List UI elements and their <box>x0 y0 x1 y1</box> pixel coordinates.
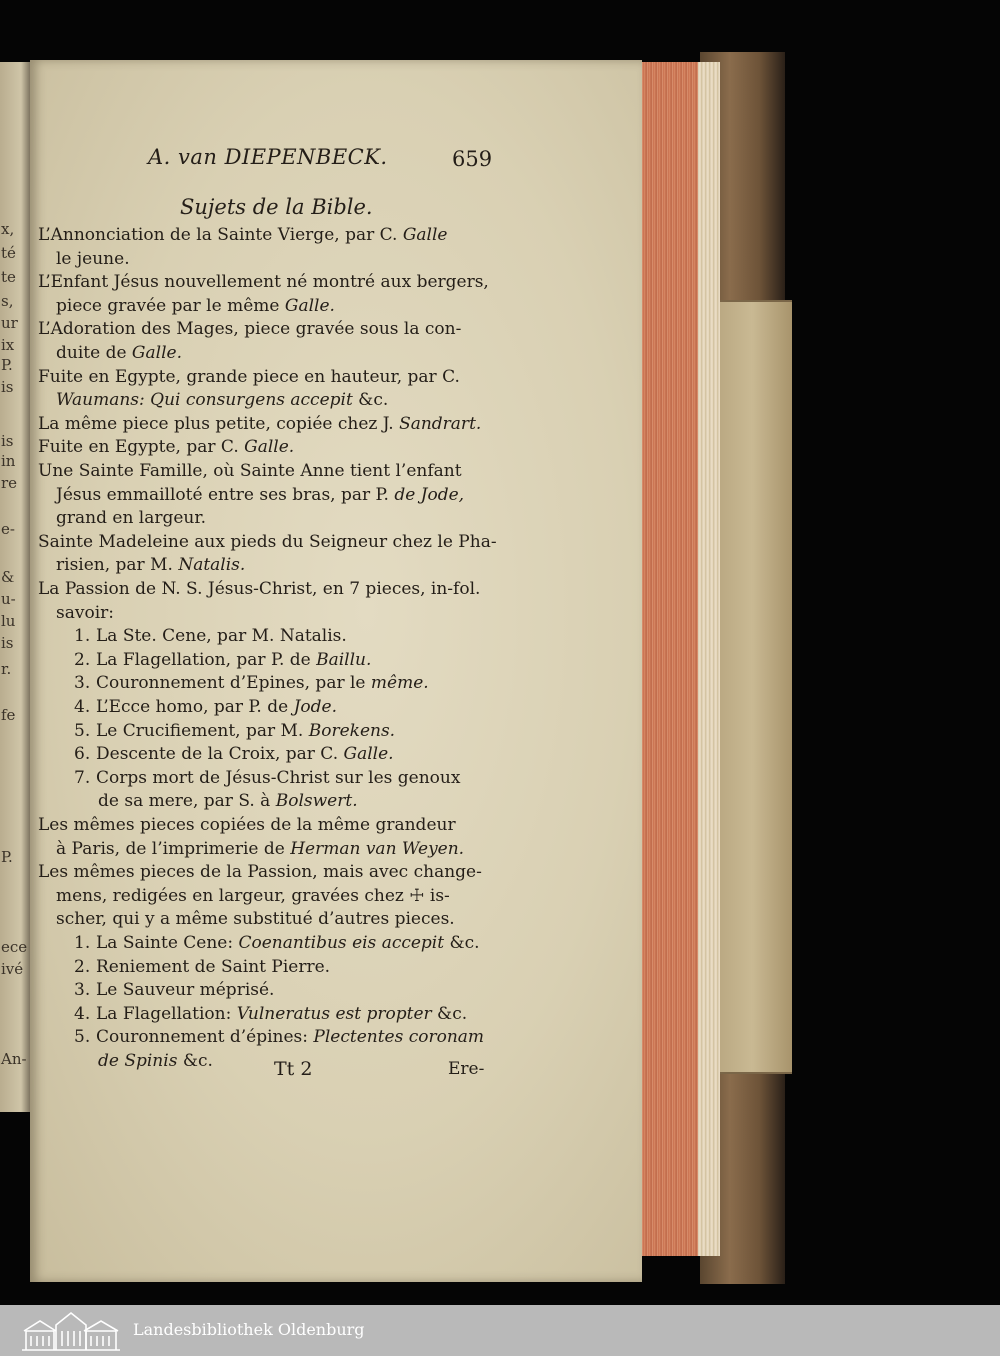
facing-page-fragment: is <box>1 634 14 652</box>
facing-page-fragment: r. <box>1 660 12 678</box>
text-run: L’Adoration des Mages, piece gravée sous la con- <box>38 319 462 340</box>
text-run: Les mêmes pieces de la Passion, mais avec change- <box>38 862 482 883</box>
text-run: La Flagellation, par P. de <box>96 649 317 670</box>
facing-page-fragment: ece <box>1 938 28 956</box>
text-line <box>56 602 114 624</box>
text-line <box>74 767 460 789</box>
text-line <box>56 389 388 411</box>
text-run: Sainte Madeleine aux pieds du Seigneur chez le Pha- <box>38 531 497 552</box>
facing-page-fragment: ivé <box>1 960 24 978</box>
library-building-icon <box>20 1309 122 1352</box>
text-run: de Spinis <box>98 1051 178 1071</box>
text-line <box>56 248 130 270</box>
text-run: Galle. <box>244 437 295 458</box>
text-run: Galle. <box>131 343 182 363</box>
text-line <box>74 1003 467 1025</box>
page-number: 659 <box>452 147 493 171</box>
text-line <box>56 342 182 364</box>
facing-page-fragment: An- <box>1 1050 27 1068</box>
text-line <box>74 649 371 671</box>
facing-page-fragment: re <box>1 474 18 492</box>
text-run: &c. <box>177 1051 213 1071</box>
text-line <box>38 531 497 553</box>
text-line <box>38 861 482 883</box>
text-run: Borekens. <box>308 720 396 741</box>
library-footer <box>0 1305 1000 1356</box>
text-line <box>74 932 480 954</box>
text-run: &c. <box>444 933 480 953</box>
text-run: Galle. <box>343 744 394 765</box>
facing-page-fragment: u- <box>1 590 16 608</box>
text-run: de Jode, <box>394 484 465 505</box>
text-line <box>98 790 358 812</box>
facing-page-fragment: té <box>1 244 16 262</box>
text-line <box>74 625 347 647</box>
text-run: Baillu. <box>316 649 372 670</box>
text-run: Le Crucifiement, par M. <box>96 720 309 741</box>
text-run: grand en largeur. <box>56 508 207 529</box>
text-line <box>74 696 337 718</box>
facing-page-fragment: x, <box>1 220 15 238</box>
item-number: 3. <box>74 980 91 1001</box>
item-number: 5. <box>74 1027 91 1048</box>
text-line <box>38 814 456 836</box>
facing-page-fragment: & <box>1 568 15 586</box>
item-number: 6. <box>74 744 91 765</box>
text-line <box>56 838 464 860</box>
text-run: savoir: <box>56 602 114 623</box>
text-line <box>56 885 450 907</box>
item-number: 2. <box>74 956 91 977</box>
text-run: Vulneratus est propter <box>236 1003 432 1024</box>
text-run: le jeune. <box>56 248 130 269</box>
text-run: de sa mere, par S. à <box>98 791 276 812</box>
text-line <box>98 1050 213 1072</box>
facing-page-fragment: lu <box>1 612 16 630</box>
text-run: La Ste. Cene, par M. Natalis. <box>96 626 347 647</box>
text-run: Coenantibus eis accepit <box>238 933 445 953</box>
text-line <box>56 295 335 317</box>
text-run: Une Sainte Famille, où Sainte Anne tient l’enfant <box>38 461 462 481</box>
text-line <box>38 578 480 600</box>
text-run: La Flagellation: <box>96 1003 237 1024</box>
left-page-edge <box>0 62 30 1112</box>
item-number: 4. <box>74 697 91 717</box>
text-run: risien, par M. <box>56 555 179 576</box>
item-number: 7. <box>74 767 91 788</box>
signature-mark: Tt 2 <box>274 1058 313 1080</box>
text-run: à Paris, de l’imprimerie de <box>56 838 291 859</box>
text-run: La Sainte Cene: <box>96 933 239 953</box>
text-line <box>56 484 464 506</box>
facing-page-fragment: fe <box>1 706 16 724</box>
text-run: Galle. <box>284 295 335 316</box>
text-line <box>38 413 481 435</box>
catchword: Ere- <box>448 1059 485 1079</box>
item-number: 3. <box>74 673 91 694</box>
text-run: La Passion de N. S. Jésus-Christ, en 7 pieces, in-fol. <box>38 579 481 599</box>
text-line <box>56 554 245 576</box>
text-run: Descente de la Croix, par C. <box>96 744 344 765</box>
text-line <box>38 224 447 246</box>
facing-page-fragment: P. <box>1 848 13 866</box>
text-run: &c. <box>431 1003 468 1024</box>
item-number: 5. <box>74 720 91 741</box>
text-run: Sandrart. <box>399 413 482 434</box>
text-line <box>38 271 489 293</box>
text-line <box>74 720 395 742</box>
item-number: 2. <box>74 649 91 670</box>
cover-label <box>712 300 792 1074</box>
text-run: piece gravée par le même <box>56 295 285 316</box>
text-line <box>74 672 429 694</box>
text-line <box>38 318 461 340</box>
text-run: Galle <box>402 225 448 245</box>
text-line <box>56 908 455 930</box>
facing-page-fragment: s, <box>1 292 14 310</box>
text-line <box>74 956 330 978</box>
text-run: mens, redigées en largeur, gravées chez ☩ is- <box>56 885 450 906</box>
facing-page-fragment: in <box>1 452 16 470</box>
text-run: L’Enfant Jésus nouvellement né montré aux bergers, <box>38 272 489 293</box>
item-number: 1. <box>74 626 91 647</box>
text-run: duite de <box>56 343 132 363</box>
text-line <box>56 507 206 529</box>
text-run: scher, qui y a même substitué d’autres pieces. <box>56 909 455 930</box>
facing-page-fragment: P. <box>1 356 13 374</box>
facing-page-fragment: is <box>1 378 14 396</box>
text-run: Les mêmes pieces copiées de la même grandeur <box>38 815 456 835</box>
text-run: L’Ecce homo, par P. de <box>96 697 294 717</box>
text-run: L’Annonciation de la Sainte Vierge, par C. <box>38 225 403 245</box>
text-line <box>74 979 274 1001</box>
text-run: Corps mort de Jésus-Christ sur les genoux <box>96 767 461 788</box>
text-run: Jésus emmailloté entre ses bras, par P. <box>56 484 395 505</box>
text-run: Waumans: Qui consurgens accepit <box>56 390 353 411</box>
text-run: Plectentes coronam <box>313 1027 485 1048</box>
text-line <box>38 436 294 458</box>
facing-page-fragment: te <box>1 268 16 286</box>
text-line <box>74 743 394 765</box>
text-run: Couronnement d’Epines, par le <box>96 673 371 694</box>
text-run: Herman van Weyen. <box>290 838 465 859</box>
facing-page-fragment: ix <box>1 336 15 354</box>
facing-page-fragment: ur <box>1 314 18 332</box>
facing-page-fragment: e- <box>1 520 15 538</box>
text-run: Bolswert. <box>275 791 358 812</box>
item-number: 4. <box>74 1003 91 1024</box>
text-run: La même piece plus petite, copiée chez J. <box>38 413 400 434</box>
library-name: Landesbibliothek Oldenburg <box>133 1320 365 1339</box>
text-line <box>74 1026 484 1048</box>
text-line <box>38 460 462 482</box>
text-run: Le Sauveur méprisé. <box>96 980 275 1001</box>
running-head: A. van DIEPENBECK. <box>148 145 388 169</box>
text-run: Couronnement d’épines: <box>96 1027 314 1048</box>
text-line <box>38 366 460 388</box>
text-run: même. <box>370 673 429 694</box>
text-run: Natalis. <box>178 555 246 576</box>
text-run: Fuite en Egypte, par C. <box>38 437 245 458</box>
text-run: Reniement de Saint Pierre. <box>96 956 331 977</box>
text-run: Jode. <box>293 697 337 717</box>
section-title: Sujets de la Bible. <box>180 195 373 219</box>
item-number: 1. <box>74 933 91 953</box>
text-run: &c. <box>352 390 389 411</box>
facing-page-fragment: is <box>1 432 14 450</box>
text-run: Fuite en Egypte, grande piece en hauteur, par C. <box>38 366 460 387</box>
page-edges <box>698 62 720 1256</box>
